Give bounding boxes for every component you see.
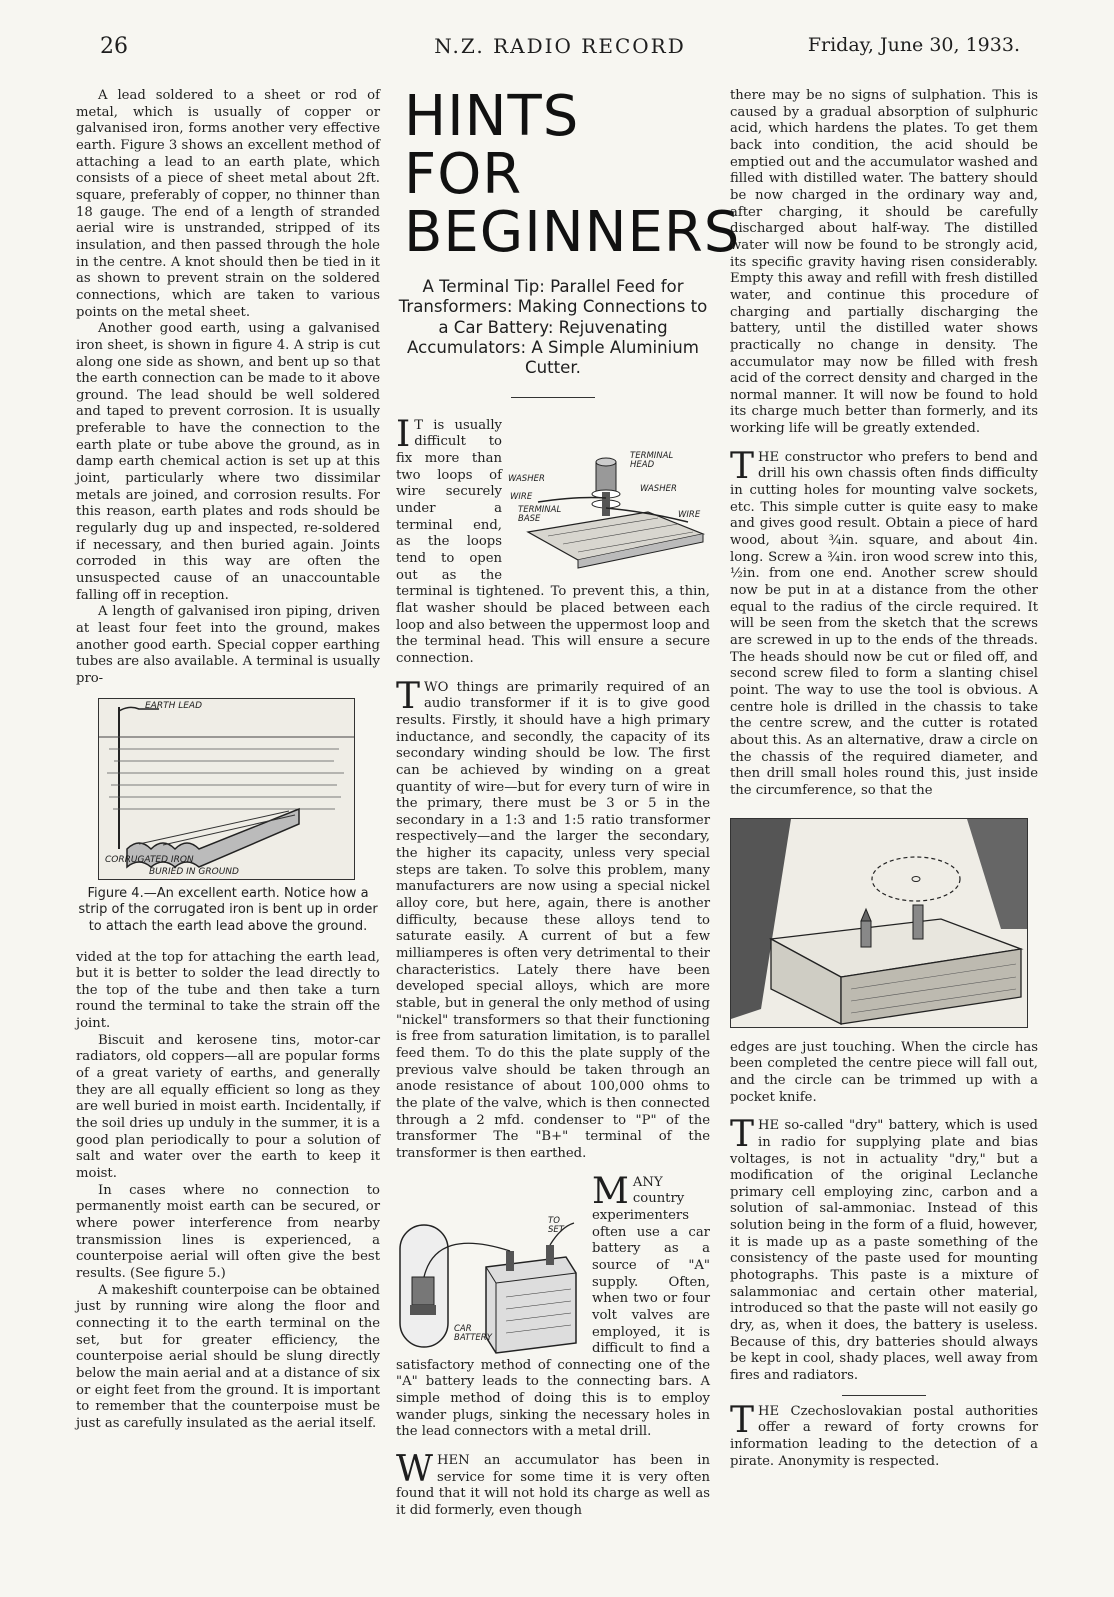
label-terminal-base: TERMINAL BASE (518, 504, 562, 525)
paragraph: In cases where no connection to permanently moist earth can be secured, or where power interference from nearby transmission lines is experienced, a counterpoise aerial will often give the best results. (See figure 5.) (76, 1182, 380, 1281)
headline-line-2: BEGINNERS (404, 200, 741, 266)
section-car-battery (396, 1170, 710, 1442)
column-left (76, 88, 380, 1433)
headline (404, 84, 741, 266)
section-terminal-tip (396, 413, 710, 668)
subheading: A Terminal Tip: Parallel Feed for Transformers: Making Connections to a Car Battery: Rejuvenating Accumulators: A Simple Aluminium Cutter. (398, 276, 708, 378)
figure-4-caption: Figure 4.—An excellent earth. Notice how a strip of the corrugated iron is bent up in order to attach the earth lead above the ground. (78, 885, 378, 934)
figure-label-corrugated-iron: CORRUGATED IRON (105, 854, 194, 865)
label-wire-left: WIRE (510, 491, 533, 502)
label-car-battery: CAR BATTERY (454, 1323, 492, 1343)
paragraph: HEN an accumulator has been in service for some time it is very often found that it will not hold its charge as well as it did formerly, even though (396, 1453, 710, 1519)
drop-cap: T (730, 1114, 755, 1156)
drop-cap: W (396, 1449, 434, 1491)
label-wire-right: WIRE (678, 509, 701, 520)
paragraph: HE so-called "dry" battery, which is used in radio for supplying plate and bias voltages, is not in actuality "dry," but a modification of the original Leclanche primary cell employing zinc, carbon and a solution of sal-ammoniac. Instead of this solution being in the form of a fluid, however, it is made up as a paste something of the consistency of the paste used for mounting photographs. This paste is a mixture of salammoniac and certain other material, introduced so that the paste will not easily go dry, as, when it does, the battery is useless. Because of this, dry batteries should always be kept in cool, shady places, well away from fires and radiators. (730, 1118, 1038, 1384)
figure-label-earth-lead: EARTH LEAD (145, 700, 203, 711)
paragraph: A length of galvanised iron piping, driven at least four feet into the ground, makes another good earth. Special copper earthing tubes are also available. A terminal is usually pro- (76, 604, 380, 686)
cutter-figure (730, 818, 1028, 1028)
drop-cap: T (730, 1399, 755, 1441)
paragraph: Another good earth, using a galvanised iron sheet, is shown in figure 4. A strip is cut along one side as shown, and bent up so that the earth connection can be made to it above ground. The lead should be well soldered and taped to prevent corrosion. It is usually preferable to have the connection to the earth plate or tube above the ground, as in damp earth chemical action is set up at this joint, particularly where two dissimilar metals are joined, and corrosion results. For this reason, earth plates and rods should be regularly dug up and inspected, re-soldered if necessary, and then buried again. Joints corroded in this way are often the unsuspected cause of an unaccountable falling off in reception. (76, 321, 380, 603)
paragraph: HE constructor who prefers to bend and drill his own chassis often finds difficulty in cutting holes for mounting valve sockets, etc. This simple cutter is quite easy to make and gives good result. Obtain a piece of hard wood, about ¾in. square, and about 4in. long. Screw a ¾in. iron wood screw into this, ½in. from one end. Another screw should now be put in at a distance from the other equal to the radius of the circle required. It will be seen from the sketch that the screws are screwed in up to the ends of the threads. The heads should now be cut or filed off, and second screw filed to form a slanting chisel point. The way to use the tool is obvious. A centre hole is drilled in the chassis to take the centre screw, and the cutter is rotated about this. As an alternative, draw a circle on the chassis of the required diameter, and then drill small holes round this, just inside the circumference, so that the (730, 449, 1038, 798)
corrugated-iron-illustration (99, 699, 354, 879)
headline-line-1: HINTS FOR (404, 84, 580, 208)
section-transformers (396, 675, 710, 1163)
column-middle (396, 84, 741, 1520)
paragraph: HE Czechoslovakian postal authorities offer a reward of forty crowns for information leading to the detection of a pirate. Anonymity is respected. (730, 1403, 1038, 1469)
label-washer-left: WASHER (508, 473, 545, 484)
divider (842, 1395, 926, 1396)
paragraph: ANY country experimenters often use a car battery as a source of "A" supply. Often, when two or four volt valves are employed, it is difficult to find a satisfactory method of connecting one of the "A" battery leads to the connecting bars. A simple method of doing this is to employ wander plugs, sinking the necessary holes in the lead connectors with a metal drill. (396, 1174, 710, 1440)
figure-label-buried: BURIED IN GROUND (149, 866, 239, 877)
page-header (100, 34, 1020, 64)
divider (511, 397, 595, 398)
section-postal-authorities (730, 1399, 1038, 1471)
figure-4-earth-diagram (98, 698, 355, 880)
label-washer-right: WASHER (640, 483, 677, 494)
terminal-washer-figure (508, 452, 708, 570)
section-dry-battery (730, 1114, 1038, 1385)
paragraph: there may be no signs of sulphation. This is caused by a gradual absorption of sulphuric acid, which hardens the plates. To get them back into condition, the acid should be emptied out and the accumulator washed and filled with distilled water. The battery should be now charged in the ordinary way and, after charging, it should be carefully discharged about half-way. The distilled water will now be found to be strongly acid, its specific gravity having risen considerably. Empty this away and refill with fresh distilled water, and continue this procedure of charging and partially discharging the battery, until the distilled water shows practically no change in density. The accumulator may now be filled with fresh acid of the correct density and charged in the normal manner. It will now be found to hold its charge much better than formerly, and its working life will be greatly extended. (730, 88, 1038, 437)
drop-cap: M (592, 1170, 629, 1212)
paragraph: A makeshift counterpoise can be obtained just by running wire along the floor and connecting it to the earth terminal on the set, but for greater efficiency, the counterpoise aerial should be slung directly below the main aerial and at a distance of six or eight feet from the ground. It is important to remember that the counterpoise must be just as carefully insulated as the aerial itself. (76, 1282, 380, 1431)
label-to-set: TO SET (548, 1215, 564, 1235)
paragraph: A lead soldered to a sheet or rod of metal, which is usually of copper or galvanised iron, forms another very effective earth. Figure 3 shows an excellent method of attaching a lead to an earth plate, which consists of a piece of sheet metal about 2ft. square, preferably of copper, no thinner than 18 gauge. The end of a length of stranded aerial wire is unstranded, stripped of its insulation, and then passed through the hole in the centre. A knot should then be tied in it as shown to prevent strain on the soldered connections, which are taken to various points on the metal sheet. (76, 88, 380, 320)
cutter-illustration (731, 819, 1027, 1027)
publication-title: N.Z. RADIO RECORD (434, 34, 686, 58)
paragraph: Biscuit and kerosene tins, motor-car radiators, old coppers—all are popular forms of a great variety of earths, and generally they are all equally efficient so long as they are well buried in moist earth. Incidentally, if the soil dries up unduly in the summer, it is a good plan periodically to pour a solution of salt and water over the earth to keep it moist. (76, 1032, 380, 1182)
section-accumulators (396, 1449, 710, 1520)
issue-date: Friday, June 30, 1933. (807, 34, 1020, 56)
car-battery-figure (396, 1217, 586, 1355)
page-number: 26 (100, 34, 128, 59)
drop-cap: I (396, 413, 411, 455)
drop-cap: T (396, 675, 421, 717)
label-terminal-head: TERMINAL HEAD (630, 450, 674, 471)
paragraph: edges are just touching. When the circle has been completed the centre piece will fall out, and the circle can be trimmed up with a pocket knife. (730, 1039, 1038, 1105)
paragraph: T is usually difficult to fix more than two loops of wire securely under a terminal end, as the loops tend to open out as the terminal is tightened. To prevent this, a thin, flat washer should be placed between each loop and also between the uppermost loop and the terminal head. This will ensure a secure connection. (396, 417, 710, 666)
column-right (730, 88, 1038, 1470)
paragraph: WO things are primarily required of an audio transformer if it is to give good results. Firstly, it should have a high primary inductance, and secondly, the capacity of its secondary winding should be low. The first can be achieved by winding on a great quantity of wire—but for every turn of wire in the primary, there must be 3 or 5 in the secondary in a 1:3 and 1:5 ratio transformer respectively—and the larger the secondary, the higher its capacity, unless very special steps are taken. To solve this problem, many manufacturers are now using a special nickel alloy core, but here, again, there is another difficulty, because these alloys tend to saturate easily. A current of but a few milliamperes is often very detrimental to their characteristics. Lately there have been developed special alloys, which are more stable, but in general the only method of using "nickel" transformers so that their functioning is free from saturation limitation, is to parallel feed them. To do this the plate supply of the previous valve should be taken through an anode resistance of about 100,000 ohms to the plate of the valve, which is then connected through a 2 mfd. condenser to "P" of the transformer The "B+" terminal of the transformer is then earthed. (396, 679, 710, 1161)
drop-cap: T (730, 445, 755, 487)
paragraph: vided at the top for attaching the earth lead, but it is better to solder the lead directly to the top of the tube and then take a turn round the terminal to take the strain off the joint. (76, 949, 380, 1032)
section-aluminium-cutter (730, 445, 1038, 800)
